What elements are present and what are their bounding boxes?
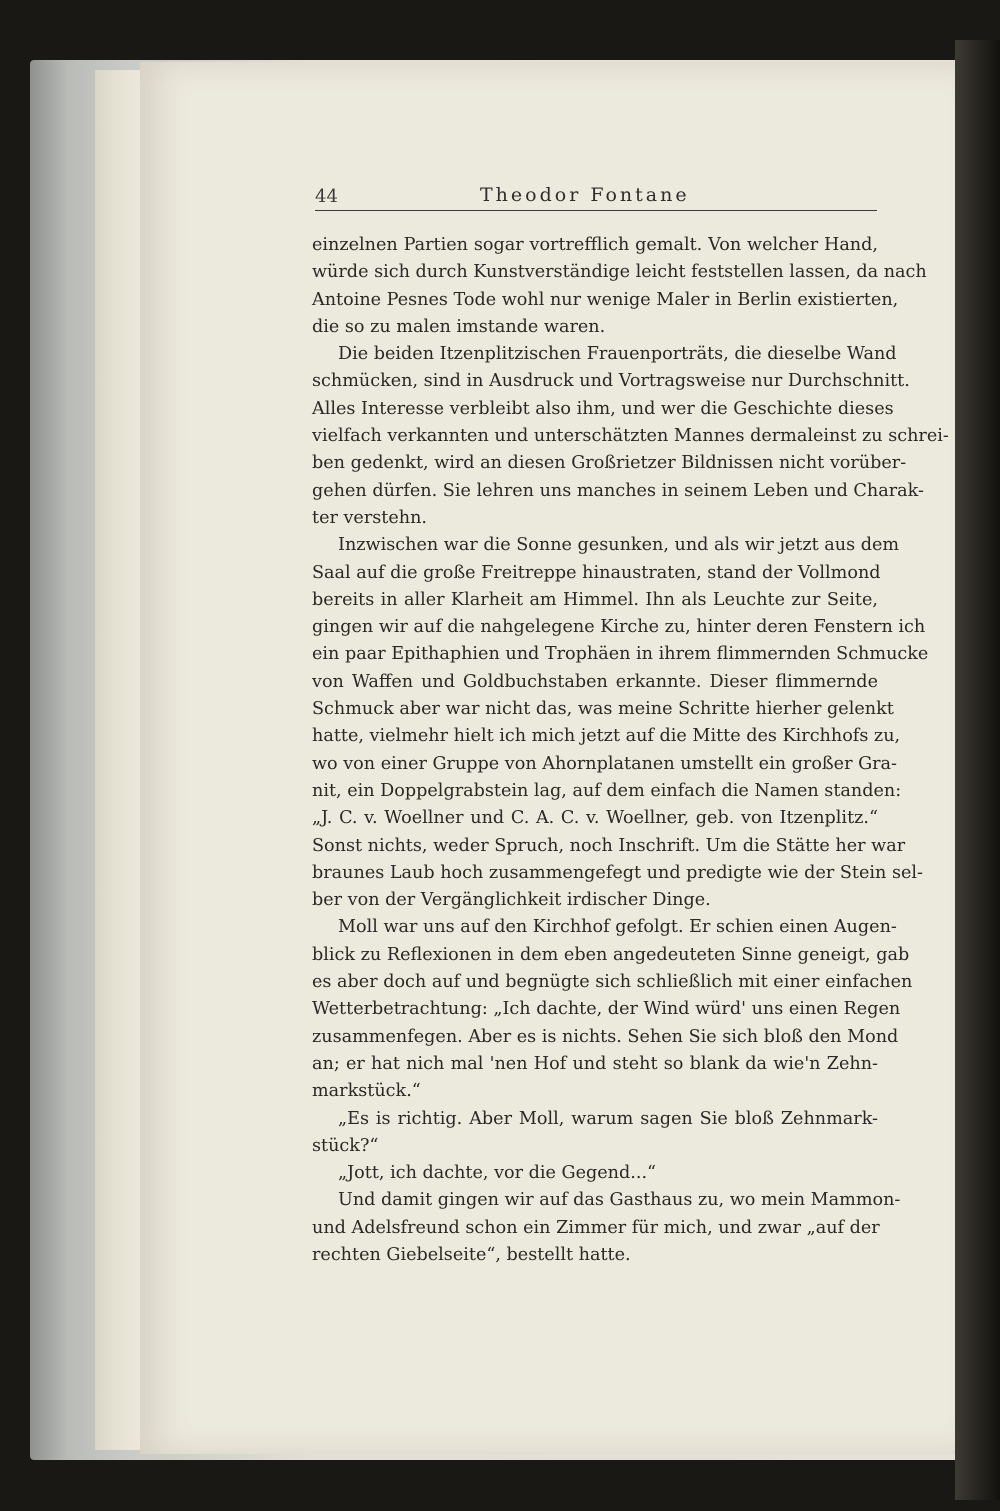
- text-line: stück?“: [312, 1135, 379, 1156]
- text-line: „Es is richtig. Aber Moll, warum sagen Sie bloß Zehnmark-: [338, 1108, 878, 1129]
- text-line: ter verstehn.: [312, 507, 428, 528]
- text-line: gehen dürfen. Sie lehren uns manches in seinem Leben und Charak-: [312, 480, 924, 501]
- text-line: wo von einer Gruppe von Ahornplatanen umstellt ein großer Gra-: [312, 753, 897, 774]
- text-line: hatte, vielmehr hielt ich mich jetzt auf die Mitte des Kirchhofs zu,: [312, 726, 901, 747]
- text-line: Alles Interesse verbleibt also ihm, und wer die Geschichte dieses: [312, 398, 894, 419]
- text-line: schmücken, sind in Ausdruck und Vortragsweise nur Durchschnitt.: [312, 371, 910, 392]
- text-line: Antoine Pesnes Tode wohl nur wenige Maler in Berlin existierten,: [312, 289, 899, 310]
- paragraph: [312, 532, 929, 914]
- text-line: einzelnen Partien sogar vortrefflich gemalt. Von welcher Hand,: [312, 235, 878, 255]
- text-line: gingen wir auf die nahgelegene Kirche zu, hinter deren Fenstern ich: [312, 617, 926, 638]
- text-line: Inzwischen war die Sonne gesunken, und als wir jetzt aus dem: [338, 535, 900, 556]
- text-line: markstück.“: [312, 1081, 421, 1102]
- text-line: Saal auf die große Freitreppe hinaustraten, stand der Vollmond: [312, 562, 881, 583]
- book-gutter-shadow: [955, 40, 1000, 1500]
- text-line: es aber doch auf und begnügte sich schließlich mit einer einfachen: [312, 972, 913, 993]
- page-header: [315, 184, 877, 211]
- text-line: die so zu malen imstande waren.: [312, 316, 606, 337]
- paragraph: [312, 232, 927, 341]
- paragraph: [312, 1160, 878, 1187]
- text-line: rechten Giebelseite“, bestellt hatte.: [312, 1244, 631, 1265]
- text-line: Schmuck aber war nicht das, was meine Schritte hierher gelenkt: [312, 699, 894, 720]
- text-line: ein paar Epithaphien und Trophäen in ihrem flimmernden Schmucke: [312, 644, 929, 665]
- text-line: Moll war uns auf den Kirchhof gefolgt. Er schien einen Augen-: [338, 917, 897, 938]
- text-line: vielfach verkannten und unterschätzten Mannes dermaleinst zu schrei-: [312, 426, 949, 447]
- text-line: und Adelsfreund schon ein Zimmer für mich, und zwar „auf der: [312, 1217, 880, 1238]
- text-line: Die beiden Itzenplitzischen Frauenporträts, die dieselbe Wand: [338, 344, 897, 365]
- text-line: Sonst nichts, weder Spruch, noch Inschrift. Um die Stätte her war: [312, 835, 906, 856]
- text-line: nit, ein Doppelgrabstein lag, auf dem einfach die Namen standen:: [312, 780, 902, 801]
- text-line: Wetterbetrachtung: „Ich dachte, der Wind würd' uns einen Regen: [312, 999, 901, 1020]
- text-line: bereits in aller Klarheit am Himmel. Ihn als Leuchte zur Seite,: [312, 589, 878, 610]
- text-line: „J. C. v. Woellner und C. A. C. v. Woellner, geb. von Itzenplitz.“: [312, 808, 878, 829]
- paragraph: [312, 1187, 901, 1269]
- text-line: zusammenfegen. Aber es is nichts. Sehen Sie sich bloß den Mond: [312, 1026, 899, 1047]
- running-head: Theodor Fontane: [480, 184, 690, 206]
- text-line: blick zu Reflexionen in dem eben angedeuteten Sinne geneigt, gab: [312, 944, 910, 965]
- text-line: ben gedenkt, wird an diesen Großrietzer Bildnissen nicht vorüber-: [312, 453, 907, 474]
- text-line: ber von der Vergänglichkeit irdischer Dinge.: [312, 890, 711, 911]
- paragraph: [312, 914, 913, 1105]
- text-line: „Jott, ich dachte, vor die Gegend...“: [338, 1163, 657, 1184]
- text-line: braunes Laub hoch zusammengefegt und predigte wie der Stein sel-: [312, 862, 923, 883]
- text-line: Und damit gingen wir auf das Gasthaus zu, wo mein Mammon-: [338, 1190, 901, 1211]
- page-number: 44: [315, 186, 338, 207]
- text-line: an; er hat nich mal 'nen Hof und steht so blank da wie'n Zehn-: [312, 1053, 878, 1074]
- body-text: [312, 232, 949, 1269]
- text-line: von Waffen und Goldbuchstaben erkannte. Dieser flimmernde: [312, 671, 878, 692]
- text-line: würde sich durch Kunstverständige leicht feststellen lassen, da nach: [312, 262, 927, 283]
- paragraph: [312, 341, 949, 532]
- paragraph: [312, 1106, 878, 1161]
